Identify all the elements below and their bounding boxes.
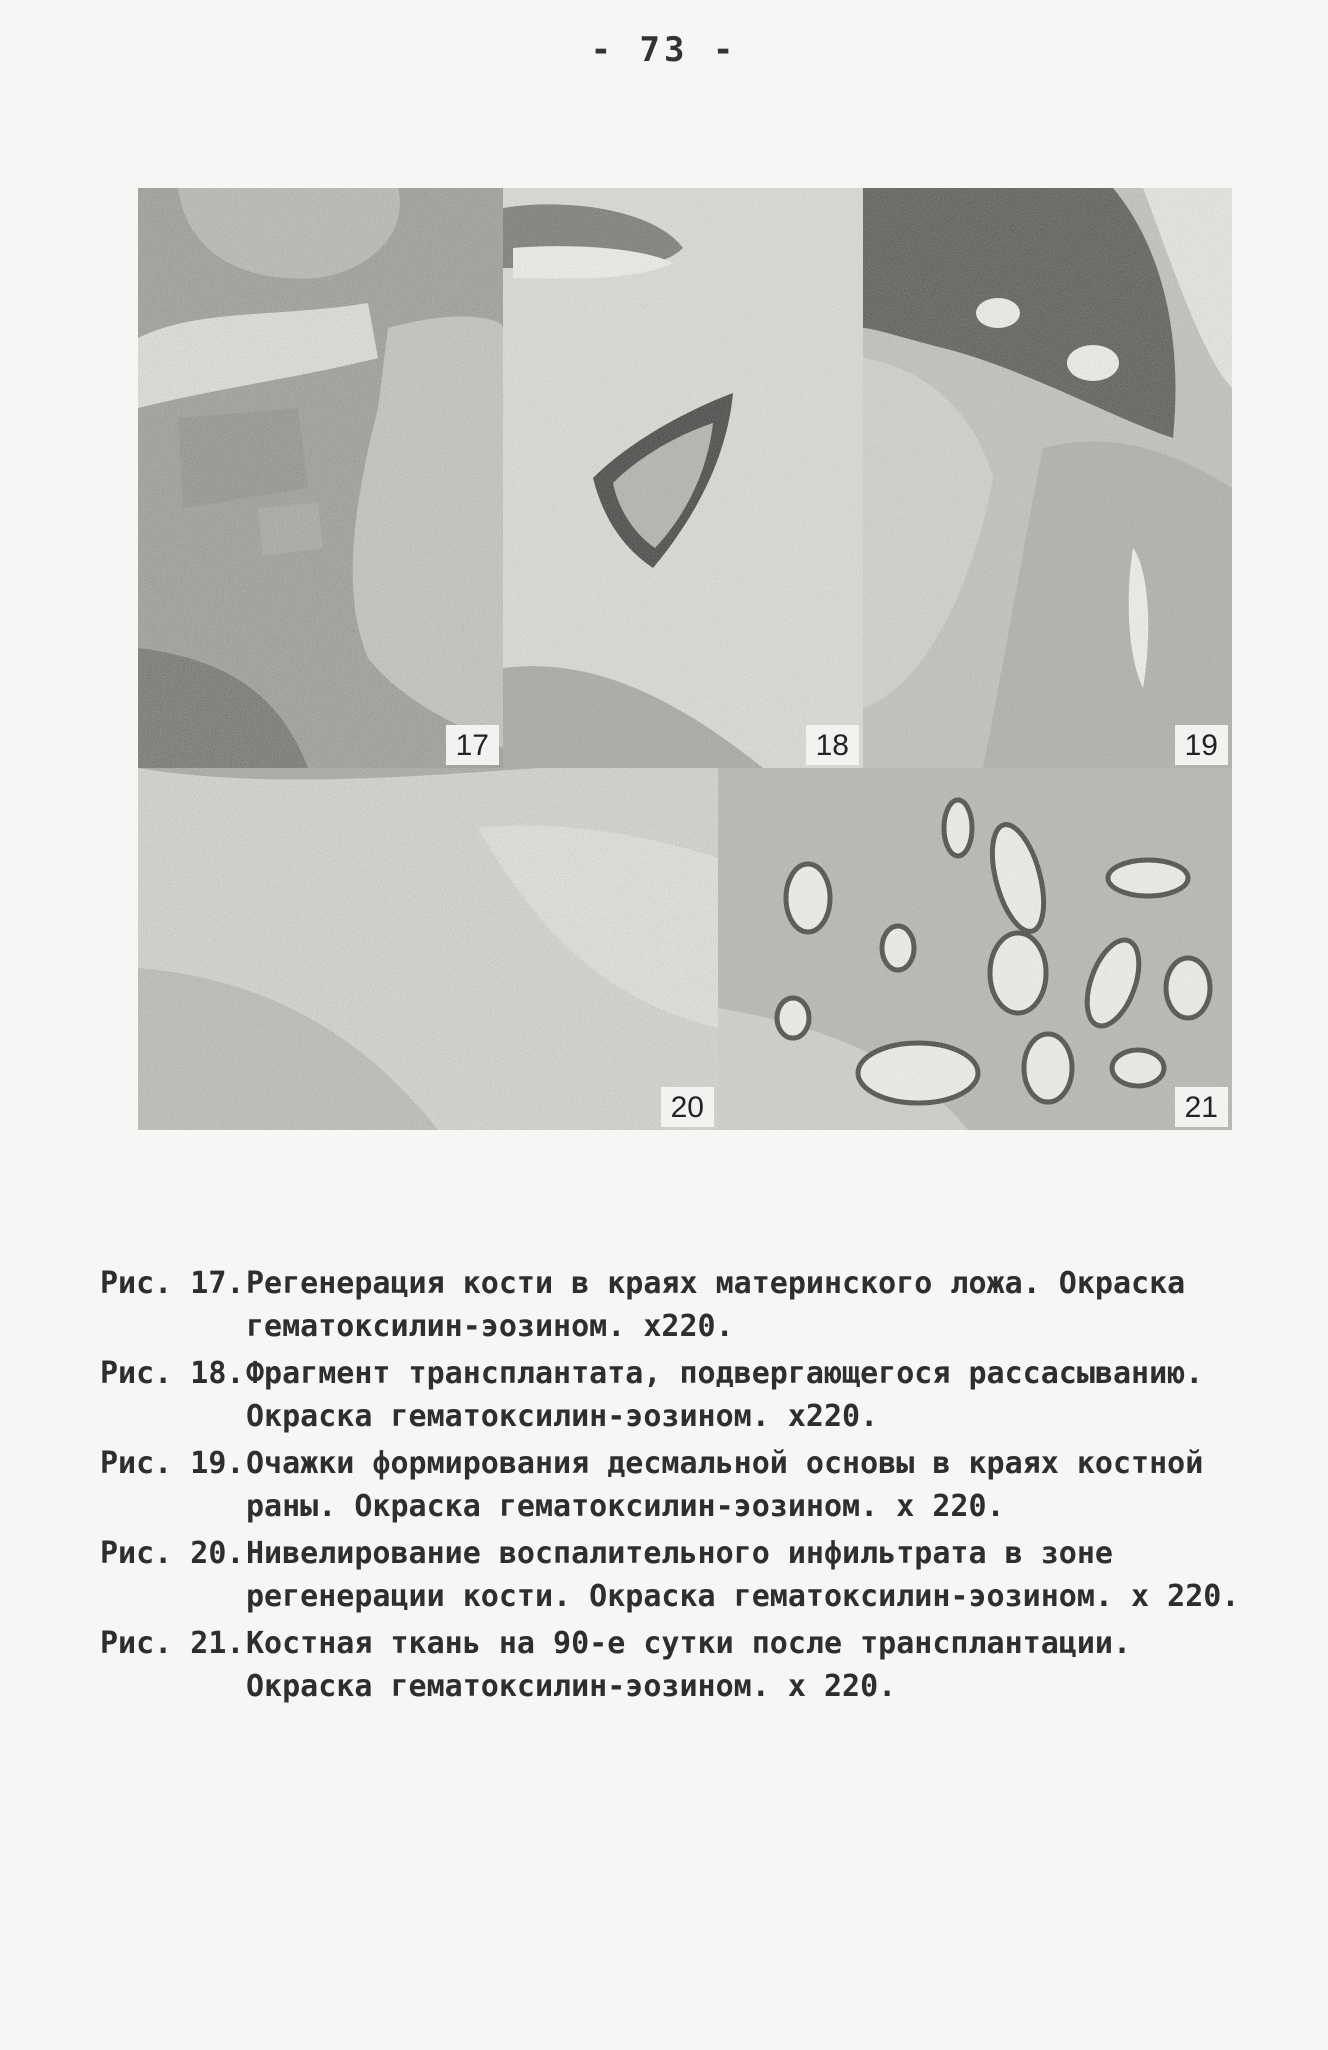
micrograph-20-image xyxy=(138,768,718,1130)
page-number: - 73 - xyxy=(590,30,738,70)
micrograph-18-image xyxy=(503,188,863,768)
figure-number-17: 17 xyxy=(446,725,499,765)
figure-number-19: 19 xyxy=(1175,725,1228,765)
figure-number-18: 18 xyxy=(806,725,859,765)
caption-text: Очажки формирования десмальной основы в краях костной раны. Окраска гематоксилин-эозином. х 220. xyxy=(246,1446,1204,1524)
caption-fig-20 xyxy=(100,1532,1260,1618)
caption-label: Рис. 18. xyxy=(100,1356,245,1391)
caption-text: Костная ткань на 90-е сутки после трансплантации. Окраска гематоксилин-эозином. х 220. xyxy=(246,1626,1132,1704)
caption-fig-17 xyxy=(100,1262,1260,1348)
caption-fig-19 xyxy=(100,1442,1260,1528)
caption-text: Регенерация кости в краях материнского ложа. Окраска гематоксилин-эозином. х220. xyxy=(246,1266,1186,1344)
caption-fig-21 xyxy=(100,1622,1260,1708)
caption-label: Рис. 20. xyxy=(100,1536,245,1571)
caption-label: Рис. 21. xyxy=(100,1626,245,1661)
micrograph-18 xyxy=(503,188,863,768)
micrograph-19-image xyxy=(863,188,1232,768)
micrograph-21-image xyxy=(718,768,1232,1130)
caption-label: Рис. 19. xyxy=(100,1446,245,1481)
figure-number-21: 21 xyxy=(1175,1087,1228,1127)
micrograph-plate xyxy=(138,188,1232,1130)
caption-text: Фрагмент трансплантата, подвергающегося рассасыванию. Окраска гематоксилин-эозином. х220. xyxy=(246,1356,1204,1434)
micrograph-17 xyxy=(138,188,503,768)
caption-text: Нивелирование воспалительного инфильтрата в зоне регенерации кости. Окраска гематоксилин-эозином. х 220. xyxy=(246,1536,1240,1614)
micrograph-20 xyxy=(138,768,718,1130)
micrograph-21 xyxy=(718,768,1232,1130)
figure-number-20: 20 xyxy=(661,1087,714,1127)
micrograph-19 xyxy=(863,188,1232,768)
figure-captions xyxy=(100,1262,1260,1712)
caption-label: Рис. 17. xyxy=(100,1266,245,1301)
caption-fig-18 xyxy=(100,1352,1260,1438)
micrograph-17-image xyxy=(138,188,503,768)
